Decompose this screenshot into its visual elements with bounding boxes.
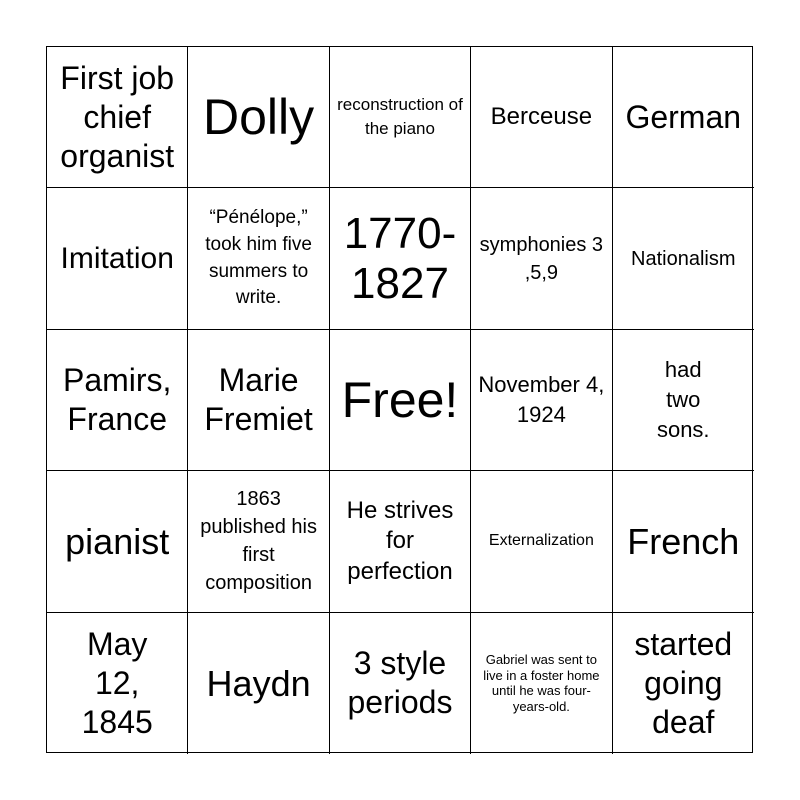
cell-text: Gabriel was sent to live in a foster home until he was four-years-old. xyxy=(483,652,600,714)
bingo-cell[interactable] xyxy=(47,613,188,754)
bingo-cell[interactable] xyxy=(471,47,612,188)
cell-text: First job chief organist xyxy=(60,59,175,174)
bingo-cell[interactable] xyxy=(471,188,612,329)
cell-text: symphonies 3 ,5,9 xyxy=(479,233,604,284)
bingo-cell[interactable] xyxy=(613,471,754,612)
cell-text: 1863 published his first composition xyxy=(200,488,317,595)
cell-text: 1770-1827 xyxy=(343,209,457,308)
cell-text: German xyxy=(625,98,742,135)
bingo-cell[interactable] xyxy=(47,188,188,329)
cell-text: started going deaf xyxy=(634,625,733,740)
bingo-cell[interactable] xyxy=(47,471,188,612)
free-space-cell[interactable] xyxy=(330,330,471,471)
bingo-cell[interactable] xyxy=(188,330,329,471)
cell-text: Imitation xyxy=(60,241,174,275)
bingo-cell[interactable] xyxy=(188,47,329,188)
cell-text: May 12, 1845 xyxy=(81,625,153,740)
cell-text: He strives for perfection xyxy=(346,496,454,585)
bingo-cell[interactable] xyxy=(47,330,188,471)
cell-text: Dolly xyxy=(203,89,315,146)
cell-text: pianist xyxy=(65,520,170,562)
bingo-cell[interactable] xyxy=(613,188,754,329)
bingo-cell[interactable] xyxy=(613,47,754,188)
bingo-cell[interactable] xyxy=(188,188,329,329)
bingo-cell[interactable] xyxy=(188,613,329,754)
cell-text: 3 style periods xyxy=(347,645,453,721)
bingo-cell[interactable] xyxy=(471,613,612,754)
cell-text: Haydn xyxy=(206,662,311,704)
bingo-cell[interactable] xyxy=(47,47,188,188)
cell-text: “Pénélope,” took him five summers to write. xyxy=(205,207,312,309)
bingo-card xyxy=(46,46,753,753)
bingo-cell[interactable] xyxy=(613,330,754,471)
cell-text: Nationalism xyxy=(631,247,736,270)
cell-text: Berceuse xyxy=(490,102,593,130)
bingo-cell[interactable] xyxy=(330,471,471,612)
cell-text: Marie Fremiet xyxy=(204,361,313,437)
cell-text: had two sons. xyxy=(656,357,710,442)
bingo-cell[interactable] xyxy=(330,47,471,188)
free-space-label: Free! xyxy=(341,371,459,428)
bingo-cell[interactable] xyxy=(613,613,754,754)
bingo-cell[interactable] xyxy=(471,330,612,471)
cell-text: Pamirs, France xyxy=(62,361,172,437)
cell-text: French xyxy=(627,520,740,562)
cell-text: Externalization xyxy=(488,532,594,550)
cell-text: reconstruction of the piano xyxy=(337,95,463,139)
bingo-cell[interactable] xyxy=(330,188,471,329)
cell-text: November 4, 1924 xyxy=(478,372,605,427)
bingo-cell[interactable] xyxy=(330,613,471,754)
bingo-cell[interactable] xyxy=(471,471,612,612)
bingo-cell[interactable] xyxy=(188,471,329,612)
